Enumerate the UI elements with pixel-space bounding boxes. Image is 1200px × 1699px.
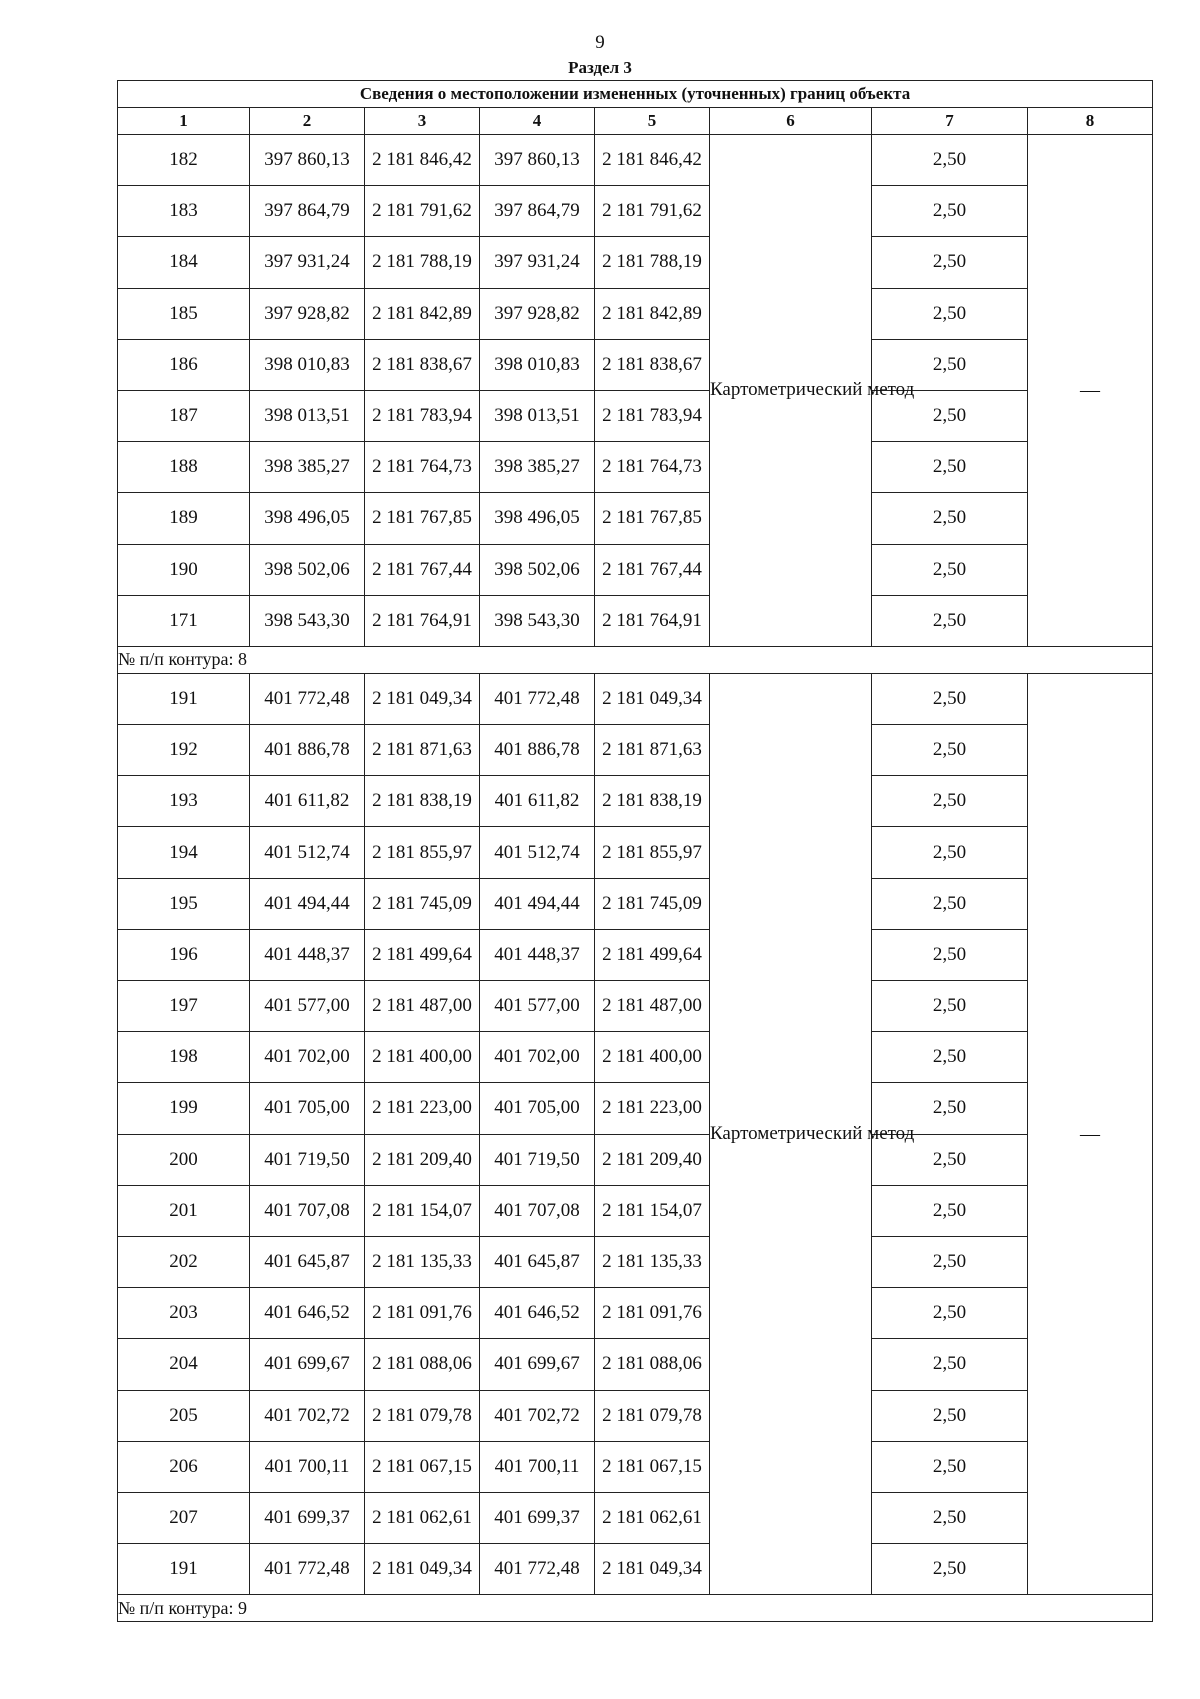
point-number-cell: 200 xyxy=(118,1134,250,1185)
point-number-cell: 192 xyxy=(118,725,250,776)
table-row xyxy=(118,186,1153,237)
point-number-cell: 186 xyxy=(118,339,250,390)
x-coordinate-cell: 401 494,44 xyxy=(480,878,595,929)
x-coordinate-cell: 397 928,82 xyxy=(480,288,595,339)
column-header: 7 xyxy=(872,108,1028,135)
x-coordinate-cell: 397 860,13 xyxy=(250,135,365,186)
contour-label-row xyxy=(118,1595,1153,1622)
accuracy-cell: 2,50 xyxy=(872,673,1028,724)
point-number-cell: 198 xyxy=(118,1032,250,1083)
y-coordinate-cell: 2 181 767,85 xyxy=(365,493,480,544)
y-coordinate-cell: 2 181 079,78 xyxy=(365,1390,480,1441)
table-row xyxy=(118,595,1153,646)
x-coordinate-cell: 401 707,08 xyxy=(480,1185,595,1236)
point-number-cell: 203 xyxy=(118,1288,250,1339)
y-coordinate-cell: 2 181 783,94 xyxy=(365,390,480,441)
table-row xyxy=(118,1544,1153,1595)
column-header: 2 xyxy=(250,108,365,135)
x-coordinate-cell: 397 864,79 xyxy=(250,186,365,237)
y-coordinate-cell: 2 181 838,67 xyxy=(365,339,480,390)
table-row xyxy=(118,135,1153,186)
table-row xyxy=(118,1441,1153,1492)
y-coordinate-cell: 2 181 487,00 xyxy=(595,981,710,1032)
accuracy-cell: 2,50 xyxy=(872,390,1028,441)
y-coordinate-cell: 2 181 838,19 xyxy=(365,776,480,827)
contour-label: № п/п контура: 9 xyxy=(118,1595,1153,1622)
table-row xyxy=(118,544,1153,595)
x-coordinate-cell: 398 496,05 xyxy=(250,493,365,544)
y-coordinate-cell: 2 181 067,15 xyxy=(595,1441,710,1492)
point-number-cell: 190 xyxy=(118,544,250,595)
x-coordinate-cell: 398 013,51 xyxy=(480,390,595,441)
table-row xyxy=(118,1083,1153,1134)
x-coordinate-cell: 398 385,27 xyxy=(250,442,365,493)
x-coordinate-cell: 401 702,00 xyxy=(250,1032,365,1083)
y-coordinate-cell: 2 181 223,00 xyxy=(595,1083,710,1134)
table-row xyxy=(118,1288,1153,1339)
accuracy-cell: 2,50 xyxy=(872,1134,1028,1185)
boundary-coordinates-table xyxy=(117,80,1153,1622)
column-header: 4 xyxy=(480,108,595,135)
x-coordinate-cell: 401 512,74 xyxy=(250,827,365,878)
x-coordinate-cell: 401 512,74 xyxy=(480,827,595,878)
note-cell: — xyxy=(1028,135,1153,647)
x-coordinate-cell: 397 864,79 xyxy=(480,186,595,237)
x-coordinate-cell: 401 646,52 xyxy=(480,1288,595,1339)
x-coordinate-cell: 401 772,48 xyxy=(250,1544,365,1595)
y-coordinate-cell: 2 181 091,76 xyxy=(365,1288,480,1339)
table-row xyxy=(118,390,1153,441)
y-coordinate-cell: 2 181 838,19 xyxy=(595,776,710,827)
y-coordinate-cell: 2 181 764,91 xyxy=(595,595,710,646)
point-number-cell: 197 xyxy=(118,981,250,1032)
x-coordinate-cell: 397 860,13 xyxy=(480,135,595,186)
table-row xyxy=(118,725,1153,776)
x-coordinate-cell: 401 707,08 xyxy=(250,1185,365,1236)
y-coordinate-cell: 2 181 062,61 xyxy=(595,1492,710,1543)
y-coordinate-cell: 2 181 764,73 xyxy=(595,442,710,493)
x-coordinate-cell: 401 611,82 xyxy=(250,776,365,827)
y-coordinate-cell: 2 181 400,00 xyxy=(365,1032,480,1083)
y-coordinate-cell: 2 181 791,62 xyxy=(365,186,480,237)
accuracy-cell: 2,50 xyxy=(872,1441,1028,1492)
column-header: 5 xyxy=(595,108,710,135)
y-coordinate-cell: 2 181 788,19 xyxy=(365,237,480,288)
accuracy-cell: 2,50 xyxy=(872,776,1028,827)
table-row xyxy=(118,1185,1153,1236)
y-coordinate-cell: 2 181 842,89 xyxy=(595,288,710,339)
y-coordinate-cell: 2 181 487,00 xyxy=(365,981,480,1032)
y-coordinate-cell: 2 181 764,73 xyxy=(365,442,480,493)
x-coordinate-cell: 398 385,27 xyxy=(480,442,595,493)
accuracy-cell: 2,50 xyxy=(872,1083,1028,1134)
point-number-cell: 185 xyxy=(118,288,250,339)
contour-label-row xyxy=(118,646,1153,673)
x-coordinate-cell: 401 611,82 xyxy=(480,776,595,827)
column-header-row xyxy=(118,108,1153,135)
accuracy-cell: 2,50 xyxy=(872,288,1028,339)
table-row xyxy=(118,1032,1153,1083)
table-row xyxy=(118,776,1153,827)
y-coordinate-cell: 2 181 049,34 xyxy=(595,1544,710,1595)
point-number-cell: 182 xyxy=(118,135,250,186)
x-coordinate-cell: 398 502,06 xyxy=(250,544,365,595)
y-coordinate-cell: 2 181 209,40 xyxy=(365,1134,480,1185)
accuracy-cell: 2,50 xyxy=(872,1544,1028,1595)
table-body xyxy=(118,135,1153,1622)
table-row xyxy=(118,1134,1153,1185)
point-number-cell: 205 xyxy=(118,1390,250,1441)
accuracy-cell: 2,50 xyxy=(872,1288,1028,1339)
x-coordinate-cell: 401 699,37 xyxy=(250,1492,365,1543)
x-coordinate-cell: 398 543,30 xyxy=(250,595,365,646)
accuracy-cell: 2,50 xyxy=(872,339,1028,390)
column-header: 3 xyxy=(365,108,480,135)
y-coordinate-cell: 2 181 788,19 xyxy=(595,237,710,288)
table-row xyxy=(118,1390,1153,1441)
y-coordinate-cell: 2 181 499,64 xyxy=(365,929,480,980)
table-row xyxy=(118,493,1153,544)
y-coordinate-cell: 2 181 499,64 xyxy=(595,929,710,980)
point-number-cell: 196 xyxy=(118,929,250,980)
x-coordinate-cell: 401 705,00 xyxy=(480,1083,595,1134)
contour-label: № п/п контура: 8 xyxy=(118,646,1153,673)
y-coordinate-cell: 2 181 745,09 xyxy=(365,878,480,929)
point-number-cell: 188 xyxy=(118,442,250,493)
x-coordinate-cell: 401 577,00 xyxy=(250,981,365,1032)
y-coordinate-cell: 2 181 871,63 xyxy=(365,725,480,776)
y-coordinate-cell: 2 181 049,34 xyxy=(365,673,480,724)
accuracy-cell: 2,50 xyxy=(872,981,1028,1032)
note-cell: — xyxy=(1028,673,1153,1594)
accuracy-cell: 2,50 xyxy=(872,186,1028,237)
y-coordinate-cell: 2 181 745,09 xyxy=(595,878,710,929)
x-coordinate-cell: 398 543,30 xyxy=(480,595,595,646)
y-coordinate-cell: 2 181 079,78 xyxy=(595,1390,710,1441)
accuracy-cell: 2,50 xyxy=(872,595,1028,646)
accuracy-cell: 2,50 xyxy=(872,1492,1028,1543)
y-coordinate-cell: 2 181 846,42 xyxy=(595,135,710,186)
accuracy-cell: 2,50 xyxy=(872,929,1028,980)
y-coordinate-cell: 2 181 091,76 xyxy=(595,1288,710,1339)
y-coordinate-cell: 2 181 154,07 xyxy=(365,1185,480,1236)
y-coordinate-cell: 2 181 400,00 xyxy=(595,1032,710,1083)
x-coordinate-cell: 401 645,87 xyxy=(480,1236,595,1287)
point-number-cell: 194 xyxy=(118,827,250,878)
point-number-cell: 193 xyxy=(118,776,250,827)
table-row xyxy=(118,1236,1153,1287)
y-coordinate-cell: 2 181 791,62 xyxy=(595,186,710,237)
accuracy-cell: 2,50 xyxy=(872,544,1028,595)
x-coordinate-cell: 401 646,52 xyxy=(250,1288,365,1339)
table-row xyxy=(118,827,1153,878)
y-coordinate-cell: 2 181 088,06 xyxy=(595,1339,710,1390)
table-row xyxy=(118,237,1153,288)
table-row xyxy=(118,929,1153,980)
accuracy-cell: 2,50 xyxy=(872,442,1028,493)
x-coordinate-cell: 401 700,11 xyxy=(480,1441,595,1492)
point-number-cell: 171 xyxy=(118,595,250,646)
y-coordinate-cell: 2 181 767,85 xyxy=(595,493,710,544)
x-coordinate-cell: 401 699,67 xyxy=(250,1339,365,1390)
accuracy-cell: 2,50 xyxy=(872,1236,1028,1287)
accuracy-cell: 2,50 xyxy=(872,1390,1028,1441)
y-coordinate-cell: 2 181 842,89 xyxy=(365,288,480,339)
column-header: 1 xyxy=(118,108,250,135)
accuracy-cell: 2,50 xyxy=(872,493,1028,544)
y-coordinate-cell: 2 181 062,61 xyxy=(365,1492,480,1543)
x-coordinate-cell: 401 702,72 xyxy=(480,1390,595,1441)
table-row xyxy=(118,981,1153,1032)
y-coordinate-cell: 2 181 088,06 xyxy=(365,1339,480,1390)
y-coordinate-cell: 2 181 767,44 xyxy=(365,544,480,595)
accuracy-cell: 2,50 xyxy=(872,1185,1028,1236)
y-coordinate-cell: 2 181 067,15 xyxy=(365,1441,480,1492)
y-coordinate-cell: 2 181 049,34 xyxy=(595,673,710,724)
y-coordinate-cell: 2 181 049,34 xyxy=(365,1544,480,1595)
x-coordinate-cell: 401 705,00 xyxy=(250,1083,365,1134)
x-coordinate-cell: 398 010,83 xyxy=(480,339,595,390)
table-row xyxy=(118,288,1153,339)
x-coordinate-cell: 401 699,67 xyxy=(480,1339,595,1390)
x-coordinate-cell: 397 931,24 xyxy=(250,237,365,288)
table-row xyxy=(118,442,1153,493)
x-coordinate-cell: 401 645,87 xyxy=(250,1236,365,1287)
accuracy-cell: 2,50 xyxy=(872,878,1028,929)
column-header: 8 xyxy=(1028,108,1153,135)
point-number-cell: 183 xyxy=(118,186,250,237)
y-coordinate-cell: 2 181 767,44 xyxy=(595,544,710,595)
y-coordinate-cell: 2 181 764,91 xyxy=(365,595,480,646)
x-coordinate-cell: 401 772,48 xyxy=(480,673,595,724)
column-header: 6 xyxy=(710,108,872,135)
x-coordinate-cell: 401 772,48 xyxy=(250,673,365,724)
y-coordinate-cell: 2 181 871,63 xyxy=(595,725,710,776)
table-row xyxy=(118,1492,1153,1543)
y-coordinate-cell: 2 181 154,07 xyxy=(595,1185,710,1236)
point-number-cell: 199 xyxy=(118,1083,250,1134)
point-number-cell: 202 xyxy=(118,1236,250,1287)
x-coordinate-cell: 401 886,78 xyxy=(480,725,595,776)
point-number-cell: 184 xyxy=(118,237,250,288)
point-number-cell: 207 xyxy=(118,1492,250,1543)
x-coordinate-cell: 401 702,00 xyxy=(480,1032,595,1083)
method-cell: Картометрический метод xyxy=(710,135,872,647)
x-coordinate-cell: 401 719,50 xyxy=(250,1134,365,1185)
table-row xyxy=(118,1339,1153,1390)
point-number-cell: 189 xyxy=(118,493,250,544)
x-coordinate-cell: 398 013,51 xyxy=(250,390,365,441)
x-coordinate-cell: 401 719,50 xyxy=(480,1134,595,1185)
accuracy-cell: 2,50 xyxy=(872,237,1028,288)
accuracy-cell: 2,50 xyxy=(872,827,1028,878)
y-coordinate-cell: 2 181 209,40 xyxy=(595,1134,710,1185)
y-coordinate-cell: 2 181 135,33 xyxy=(595,1236,710,1287)
section-title: Раздел 3 xyxy=(568,58,632,77)
x-coordinate-cell: 401 448,37 xyxy=(480,929,595,980)
x-coordinate-cell: 398 010,83 xyxy=(250,339,365,390)
point-number-cell: 191 xyxy=(118,673,250,724)
table-row xyxy=(118,878,1153,929)
accuracy-cell: 2,50 xyxy=(872,1032,1028,1083)
point-number-cell: 204 xyxy=(118,1339,250,1390)
x-coordinate-cell: 398 496,05 xyxy=(480,493,595,544)
accuracy-cell: 2,50 xyxy=(872,135,1028,186)
x-coordinate-cell: 398 502,06 xyxy=(480,544,595,595)
point-number-cell: 187 xyxy=(118,390,250,441)
x-coordinate-cell: 401 699,37 xyxy=(480,1492,595,1543)
table-row xyxy=(118,339,1153,390)
y-coordinate-cell: 2 181 135,33 xyxy=(365,1236,480,1287)
page-number: 9 xyxy=(595,32,605,53)
x-coordinate-cell: 397 931,24 xyxy=(480,237,595,288)
x-coordinate-cell: 401 886,78 xyxy=(250,725,365,776)
y-coordinate-cell: 2 181 846,42 xyxy=(365,135,480,186)
x-coordinate-cell: 401 494,44 xyxy=(250,878,365,929)
x-coordinate-cell: 401 700,11 xyxy=(250,1441,365,1492)
table-caption: Сведения о местоположении измененных (уточненных) границ объекта xyxy=(118,81,1153,108)
x-coordinate-cell: 397 928,82 xyxy=(250,288,365,339)
x-coordinate-cell: 401 448,37 xyxy=(250,929,365,980)
y-coordinate-cell: 2 181 783,94 xyxy=(595,390,710,441)
point-number-cell: 206 xyxy=(118,1441,250,1492)
accuracy-cell: 2,50 xyxy=(872,1339,1028,1390)
y-coordinate-cell: 2 181 855,97 xyxy=(365,827,480,878)
x-coordinate-cell: 401 577,00 xyxy=(480,981,595,1032)
y-coordinate-cell: 2 181 223,00 xyxy=(365,1083,480,1134)
table-row xyxy=(118,673,1153,724)
x-coordinate-cell: 401 772,48 xyxy=(480,1544,595,1595)
y-coordinate-cell: 2 181 855,97 xyxy=(595,827,710,878)
x-coordinate-cell: 401 702,72 xyxy=(250,1390,365,1441)
point-number-cell: 195 xyxy=(118,878,250,929)
point-number-cell: 201 xyxy=(118,1185,250,1236)
method-cell: Картометрический метод xyxy=(710,673,872,1594)
y-coordinate-cell: 2 181 838,67 xyxy=(595,339,710,390)
point-number-cell: 191 xyxy=(118,1544,250,1595)
accuracy-cell: 2,50 xyxy=(872,725,1028,776)
